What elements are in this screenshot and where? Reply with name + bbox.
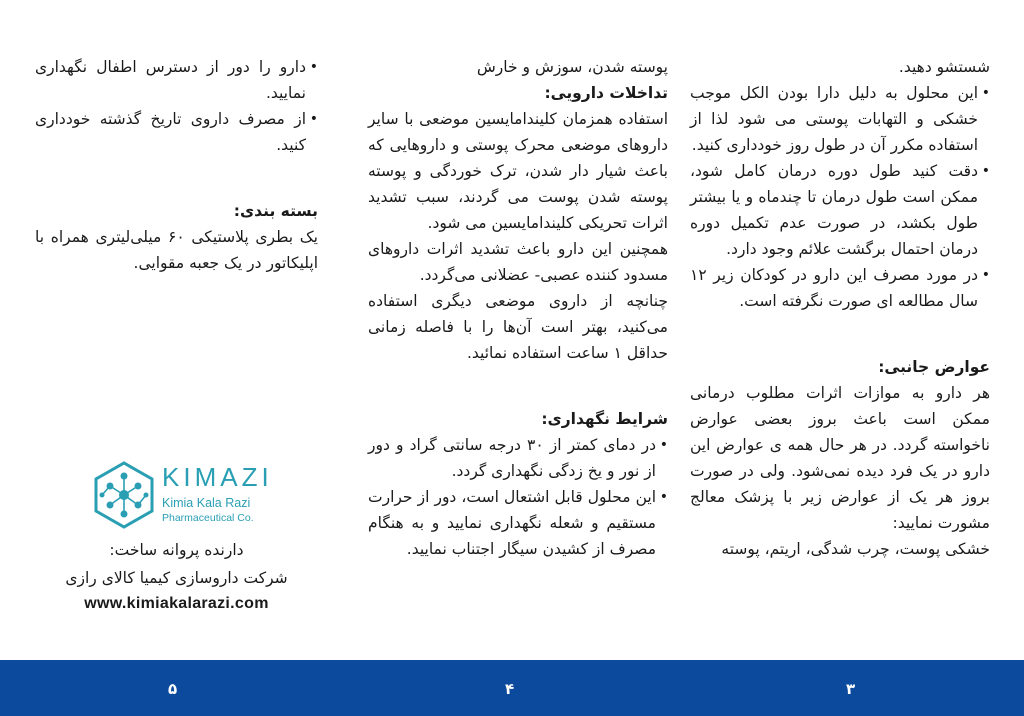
company-logo (92, 460, 272, 530)
logo-subtitle-company: Pharmaceutical Co. (162, 512, 254, 524)
list-item: • دارو را دور از دسترس اطفال نگهداری نمایید. (35, 54, 318, 106)
interactions-paragraph: چنانچه از داروی موضعی دیگری استفاده می‌کنید، بهتر است آن‌ها را با فاصله زمانی حداقل ۱ ساعت استفاده نمائید. (368, 292, 668, 362)
interactions-paragraph: همچنین این دارو باعث تشدید اثرات داروهای مسدود کننده عصبی- عضلانی می‌گردد. (368, 240, 668, 284)
storage-bullet-list (368, 432, 668, 562)
list-item: • در مورد مصرف این دارو در کودکان زیر ۱۲ سال مطالعه ای صورت نگرفته است. (690, 262, 990, 314)
list-item: • در دمای کمتر از ۳۰ درجه سانتی گراد و دور از نور و یخ زدگی نگهداری گردد. (368, 432, 668, 484)
page-3-column (690, 54, 990, 562)
page-5-bullet-list (35, 54, 318, 158)
storage-heading: شرایط نگهداری: (541, 410, 668, 428)
molecule-hexagon-icon (92, 460, 156, 530)
license-holder-block (35, 536, 318, 592)
page-4-column (368, 54, 668, 562)
page-number-4: ۴ (505, 680, 515, 698)
interactions-paragraph: استفاده همزمان کلیندامایسین موضعی با سایر داروهای موضعی محرک پوستی و داروهایی که باعث شیار دار شدن، ترک خوردگی و پوسته پوسته شدن پوست می گردند، سبب تشدید اثرات تحریکی کلیندامایسین می شود. (368, 110, 668, 232)
list-item: • دقت کنید طول دوره درمان کامل شود، ممکن است طول درمان تا چندماه و یا بیشتر طول بکشد، در صورت عدم تکمیل دوره درمان احتمال برگشت علائم وجود دارد. (690, 158, 990, 262)
page-number-5: ۵ (168, 680, 178, 698)
list-item: • این محلول به دلیل دارا بودن الکل موجب خشکی و التهابات پوستی می شود لذا از استفاده مکرر آن در طول روز خودداری کنید. (690, 80, 990, 158)
page-number-3: ۳ (846, 680, 856, 698)
side-effects-text: هر دارو به موازات اثرات مطلوب درمانی ممکن است باعث بروز بعضی عوارض ناخواسته گردد. در هر حال همه ی عوارض این دارو در یک فرد دیده نمی‌شود. ولی در صورت بروز هر یک از عوارض زیر با پزشک معالج مشورت نمایید: (690, 384, 990, 532)
page-3-bullet-list (690, 80, 990, 314)
footer-bar (0, 660, 1024, 716)
logo-wordmark: KIMAZI (162, 462, 273, 492)
list-item: • از مصرف داروی تاریخ گذشته خودداری کنید. (35, 106, 318, 158)
logo-subtitle: Kimia Kala Razi (162, 496, 251, 510)
company-website: www.kimiakalarazi.com (84, 595, 269, 612)
packaging-text: یک بطری پلاستیکی ۶۰ میلی‌لیتری همراه با اپلیکاتور در یک جعبه مقوایی. (35, 228, 318, 272)
page-5-column (35, 54, 318, 276)
interactions-heading: تداخلات دارویی: (544, 84, 668, 102)
page-4-continuation: پوسته شدن، سوزش و خارش (476, 58, 668, 76)
packaging-heading: بسته بندی: (233, 202, 318, 220)
page-3-intro: شستشو دهید. (898, 58, 990, 76)
side-effects-heading: عوارض جانبی: (878, 358, 990, 376)
side-effects-list: خشکی پوست، چرب شدگی، اریتم، پوسته (721, 540, 990, 558)
company-name: شرکت داروسازی کیمیا کالای رازی (65, 569, 288, 587)
list-item: • این محلول قابل اشتعال است، دور از حرارت مستقیم و شعله نگهداری نمایید و به هنگام مصرف از کشیدن سیگار اجتناب نمایید. (368, 484, 668, 562)
license-holder-label: دارنده پروانه ساخت: (109, 541, 244, 559)
